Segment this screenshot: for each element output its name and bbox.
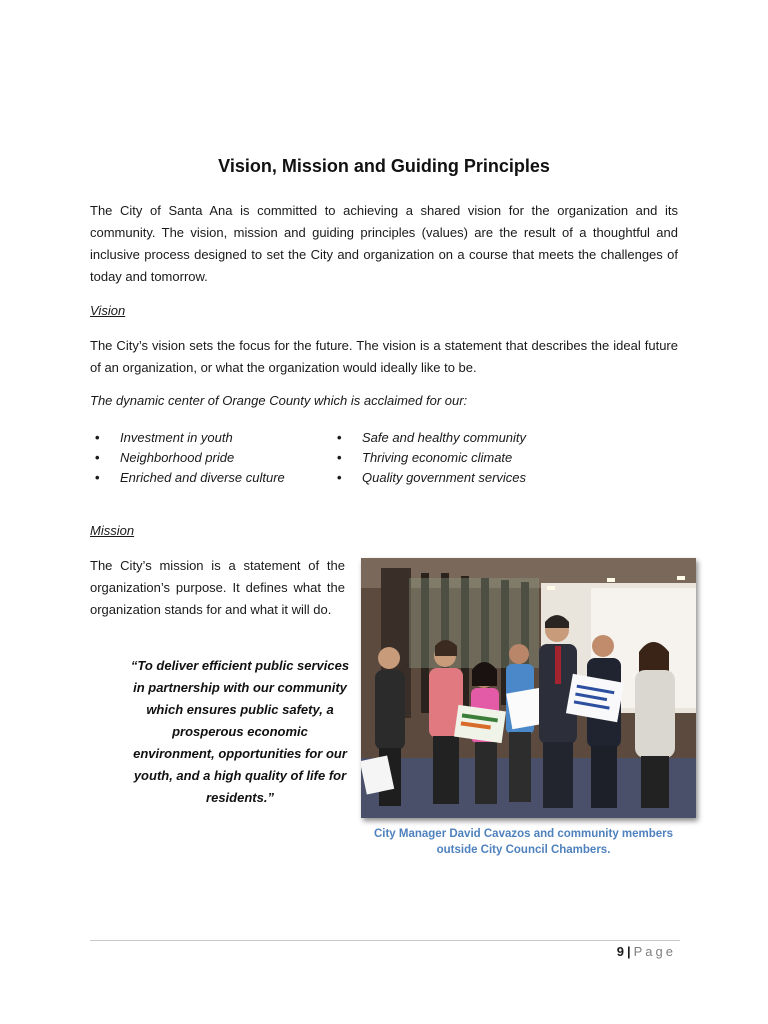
list-item: • Safe and healthy community <box>332 428 526 448</box>
mission-heading: Mission <box>90 523 135 538</box>
vision-heading: Vision <box>90 303 126 318</box>
list-item: • Enriched and diverse culture <box>90 468 285 488</box>
footer-divider <box>90 940 680 941</box>
bullet-icon: • <box>337 470 342 485</box>
mission-paragraph: The City’s mission is a statement of the organization’s purpose. It defines what the organization stands for and what it will do. <box>90 558 345 617</box>
photo-illustration <box>361 558 696 818</box>
bullet-icon: • <box>95 450 100 465</box>
page-title: Vision, Mission and Guiding Principles <box>218 156 550 176</box>
bullet-icon: • <box>95 430 100 445</box>
intro-paragraph: The City of Santa Ana is committed to achieving a shared vision for the organization and its community. The vision, mission and guiding principles (values) are the result of a thoughtful and inclusive process designed to set the City and organization on a course that meets the challenges of today and tomorrow. <box>90 203 678 284</box>
mission-quote: “To deliver efficient public services in partnership with our community which ensures public safety, a prosperous economic environment, opportunities for our youth, and a high quality of life for residents.” <box>130 658 350 805</box>
bullet-icon: • <box>337 450 342 465</box>
list-item: • Neighborhood pride <box>90 448 285 468</box>
vision-bullets-left <box>90 428 285 488</box>
vision-bullets-right <box>332 428 526 488</box>
vision-tagline: The dynamic center of Orange County which is acclaimed for our: <box>90 393 468 408</box>
page-footer <box>617 944 676 959</box>
page-number: 9 <box>616 944 624 959</box>
vision-paragraph: The City’s vision sets the focus for the future. The vision is a statement that describes the ideal future of an organization, or what the organization would ideally like to be. <box>90 338 678 375</box>
list-item: • Thriving economic climate <box>332 448 526 468</box>
bullet-icon: • <box>337 430 342 445</box>
bullet-icon: • <box>95 470 100 485</box>
community-photo <box>361 558 696 818</box>
list-item: • Quality government services <box>332 468 526 488</box>
page-label: Page <box>633 944 676 959</box>
footer-separator: | <box>626 944 631 959</box>
list-item: • Investment in youth <box>90 428 285 448</box>
photo-caption: City Manager David Cavazos and community members outside City Council Chambers. <box>373 828 674 856</box>
